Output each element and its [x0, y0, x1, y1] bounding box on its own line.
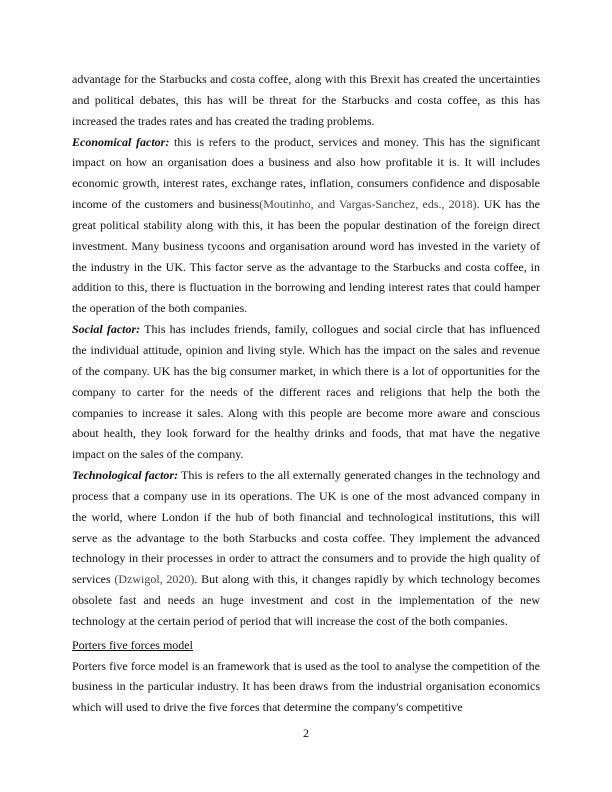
citation-dzwigol: (Dzwigol, 2020): [114, 572, 195, 587]
technological-text-cont: . But along with this, it changes rapidly by which technology becomes obsolete fast and needs an huge investment and cost in the implementation of the new technology at the certain period of period that will increase the cost of the both companies.: [72, 572, 540, 628]
paragraph-technological-factor: [72, 465, 540, 632]
economical-factor-label: Economical factor:: [72, 134, 170, 149]
social-text: This has includes friends, family, collogues and social circle that has influenced the individual attitude, opinion and living style. Which has the impact on the sales and revenue of the company. UK has the big consumer market, in which there is a lot of opportunities for the company to carter for the needs of the different races and religions that help the both the companies to increase it sales. Along with this people are become more aware and conscious about health, they look forward for the healthy drinks and foods, that mat have the negative impact on the sales of the company.: [72, 322, 540, 462]
economical-text: this is refers to the product, services and money. This has the significant impact on how an organisation does a business and also how profitable it is. It will includes economic growth, interest rates, exchange rates, inflation, consumers confidence and disposable income of the customers and business: [72, 134, 540, 212]
section-heading-porters: Porters five forces model: [72, 637, 193, 652]
technological-factor-label: Technological factor:: [72, 468, 179, 483]
paragraph-economical-factor: [72, 132, 540, 320]
technological-text: This is refers to the all externally generated changes in the technology and process that a company use in its operations. The UK is one of the most advanced company in the world, where London if the hub of both financial and technological institutions, this will serve as the advantage to the both Starbucks and costa coffee. They implement the advanced technology in their processes in order to attract the consumers and to provide the high quality of services: [72, 468, 540, 587]
citation-moutinho: (Moutinho, and Vargas-Sanchez, eds., 2018): [259, 197, 477, 212]
paragraph-porters: Porters five force model is an framework that is used as the tool to analyse the competition of the business in the particular industry. It has been draws from the industrial organisation economics which will used to drive the five forces that determine the company's competitive: [72, 658, 540, 715]
page-number: 2: [303, 726, 309, 740]
economical-text-cont: . UK has the great political stability along with this, it has been the popular destination of the foreign direct investment. Many business tycoons and organisation around word has invested in the variety of the industry in the UK. This factor serve as the advantage to the Starbucks and costa coffee, in addition to this, there is fluctuation in the borrowing and lending interest rates that could hamper the operation of the both companies.: [72, 197, 540, 316]
paragraph-social-factor: [72, 319, 540, 465]
social-factor-label: Social factor:: [72, 322, 141, 337]
document-body: [72, 69, 540, 718]
paragraph-brexit-continuation: advantage for the Starbucks and costa coffee, along with this Brexit has created the uncertainties and political debates, this has will be threat for the Starbucks and costa coffee, as this has increased the trades rates and has created the trading problems.: [72, 72, 540, 128]
